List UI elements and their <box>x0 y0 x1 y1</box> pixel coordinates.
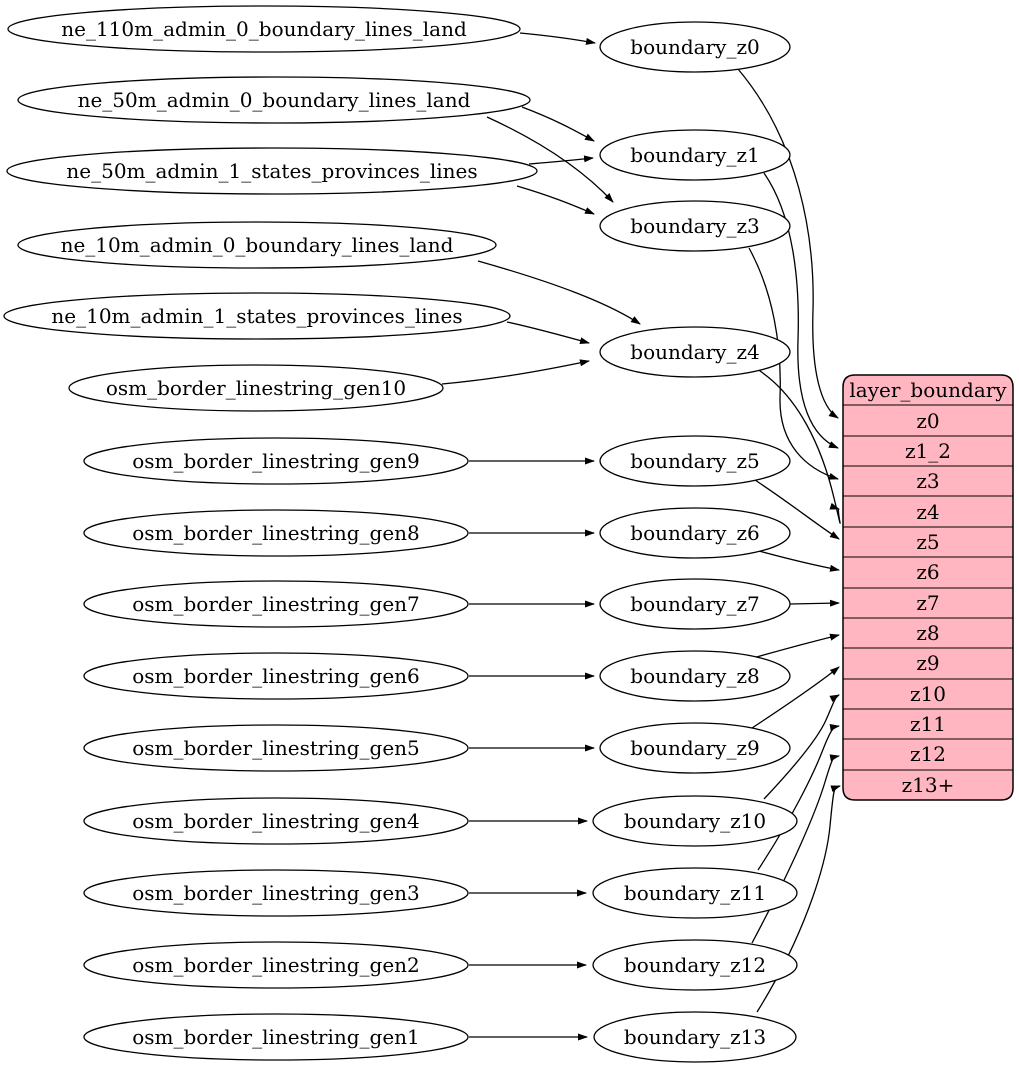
node-label: boundary_z5 <box>630 449 760 473</box>
node-boundary-z12 <box>593 940 797 990</box>
row-z8: z8 <box>916 621 940 645</box>
edge-ne-110m-admin-0-to-boundary-z0 <box>520 33 595 43</box>
table-title: layer_boundary <box>849 378 1007 402</box>
node-boundary-z8 <box>600 651 790 701</box>
node-boundary-z6 <box>600 508 790 558</box>
node-label: boundary_z12 <box>623 953 767 977</box>
node-osm-border-linestring-gen10 <box>69 365 443 411</box>
edge-ne-10m-admin-1-to-boundary-z4 <box>507 322 589 343</box>
node-ne-10m-admin-1-states-provinces-lines <box>4 293 510 339</box>
node-label: boundary_z1 <box>630 143 760 167</box>
row-z11: z11 <box>910 712 946 736</box>
node-boundary-z3 <box>600 201 790 251</box>
node-label: boundary_z13 <box>623 1025 767 1049</box>
node-boundary-z10 <box>593 796 797 846</box>
node-label: osm_border_linestring_gen6 <box>132 664 420 688</box>
node-boundary-z4 <box>600 327 790 377</box>
row-z13-plus: z13+ <box>901 773 955 797</box>
node-label: ne_50m_admin_1_states_provinces_lines <box>66 159 478 183</box>
row-z9: z9 <box>916 651 940 675</box>
node-boundary-z9 <box>600 723 790 773</box>
node-osm-border-linestring-gen4 <box>84 798 468 844</box>
node-boundary-z5 <box>600 436 790 486</box>
node-osm-border-linestring-gen9 <box>84 438 468 484</box>
node-label: boundary_z10 <box>623 809 767 833</box>
row-z12: z12 <box>910 742 946 766</box>
edge-ne-50m-admin-1-to-boundary-z3 <box>517 186 594 214</box>
node-ne-50m-admin-0-boundary-lines-land <box>18 77 530 123</box>
row-z6: z6 <box>916 560 940 584</box>
node-label: osm_border_linestring_gen8 <box>132 521 420 545</box>
node-boundary-z1 <box>600 130 790 180</box>
node-label: boundary_z8 <box>630 664 760 688</box>
row-z10: z10 <box>910 682 946 706</box>
node-osm-border-linestring-gen3 <box>84 870 468 916</box>
node-ne-10m-admin-0-boundary-lines-land <box>18 222 496 268</box>
node-label: ne_10m_admin_1_states_provinces_lines <box>51 304 463 328</box>
node-ne-50m-admin-1-states-provinces-lines <box>7 148 537 194</box>
node-label: ne_10m_admin_0_boundary_lines_land <box>60 233 454 257</box>
row-z7: z7 <box>916 591 940 615</box>
node-label: osm_border_linestring_gen10 <box>105 376 407 400</box>
node-label: ne_50m_admin_0_boundary_lines_land <box>77 88 471 112</box>
node-osm-border-linestring-gen8 <box>84 510 468 556</box>
node-label: boundary_z9 <box>630 736 760 760</box>
node-osm-border-linestring-gen1 <box>84 1014 468 1060</box>
node-label: boundary_z0 <box>630 35 760 59</box>
node-label: boundary_z4 <box>630 340 760 364</box>
edge-ne-50m-admin-0-to-boundary-z1 <box>522 107 594 141</box>
node-label: osm_border_linestring_gen3 <box>132 881 420 905</box>
node-osm-border-linestring-gen2 <box>84 942 468 988</box>
node-label: osm_border_linestring_gen5 <box>132 736 420 760</box>
node-label: osm_border_linestring_gen2 <box>132 953 420 977</box>
node-osm-border-linestring-gen6 <box>84 653 468 699</box>
node-label: boundary_z7 <box>630 592 760 616</box>
edge-gen10-to-boundary-z4 <box>442 361 589 384</box>
row-z0: z0 <box>916 409 940 433</box>
node-osm-border-linestring-gen7 <box>84 581 468 627</box>
row-z5: z5 <box>916 530 940 554</box>
node-label: osm_border_linestring_gen7 <box>132 592 420 616</box>
layer-boundary-table <box>843 375 1013 800</box>
node-label: boundary_z6 <box>630 521 760 545</box>
node-osm-border-linestring-gen5 <box>84 725 468 771</box>
node-label: boundary_z3 <box>630 214 760 238</box>
node-boundary-z11 <box>593 868 797 918</box>
edge-boundary-z7-to-row-z7 <box>790 603 839 604</box>
row-z4: z4 <box>916 500 940 524</box>
edge-boundary-z8-to-row-z8 <box>753 635 839 658</box>
node-boundary-z7 <box>600 579 790 629</box>
row-z1-2: z1_2 <box>905 439 951 463</box>
node-label: ne_110m_admin_0_boundary_lines_land <box>61 17 467 41</box>
node-boundary-z0 <box>600 22 790 72</box>
node-boundary-z13 <box>594 1012 796 1062</box>
row-z3: z3 <box>916 469 940 493</box>
node-label: osm_border_linestring_gen9 <box>132 449 420 473</box>
node-label: boundary_z11 <box>623 881 767 905</box>
node-label: osm_border_linestring_gen1 <box>132 1025 420 1049</box>
node-label: osm_border_linestring_gen4 <box>132 809 420 833</box>
node-ne-110m-admin-0-boundary-lines-land <box>8 6 520 52</box>
edge-ne-50m-admin-1-to-boundary-z1 <box>529 158 593 164</box>
